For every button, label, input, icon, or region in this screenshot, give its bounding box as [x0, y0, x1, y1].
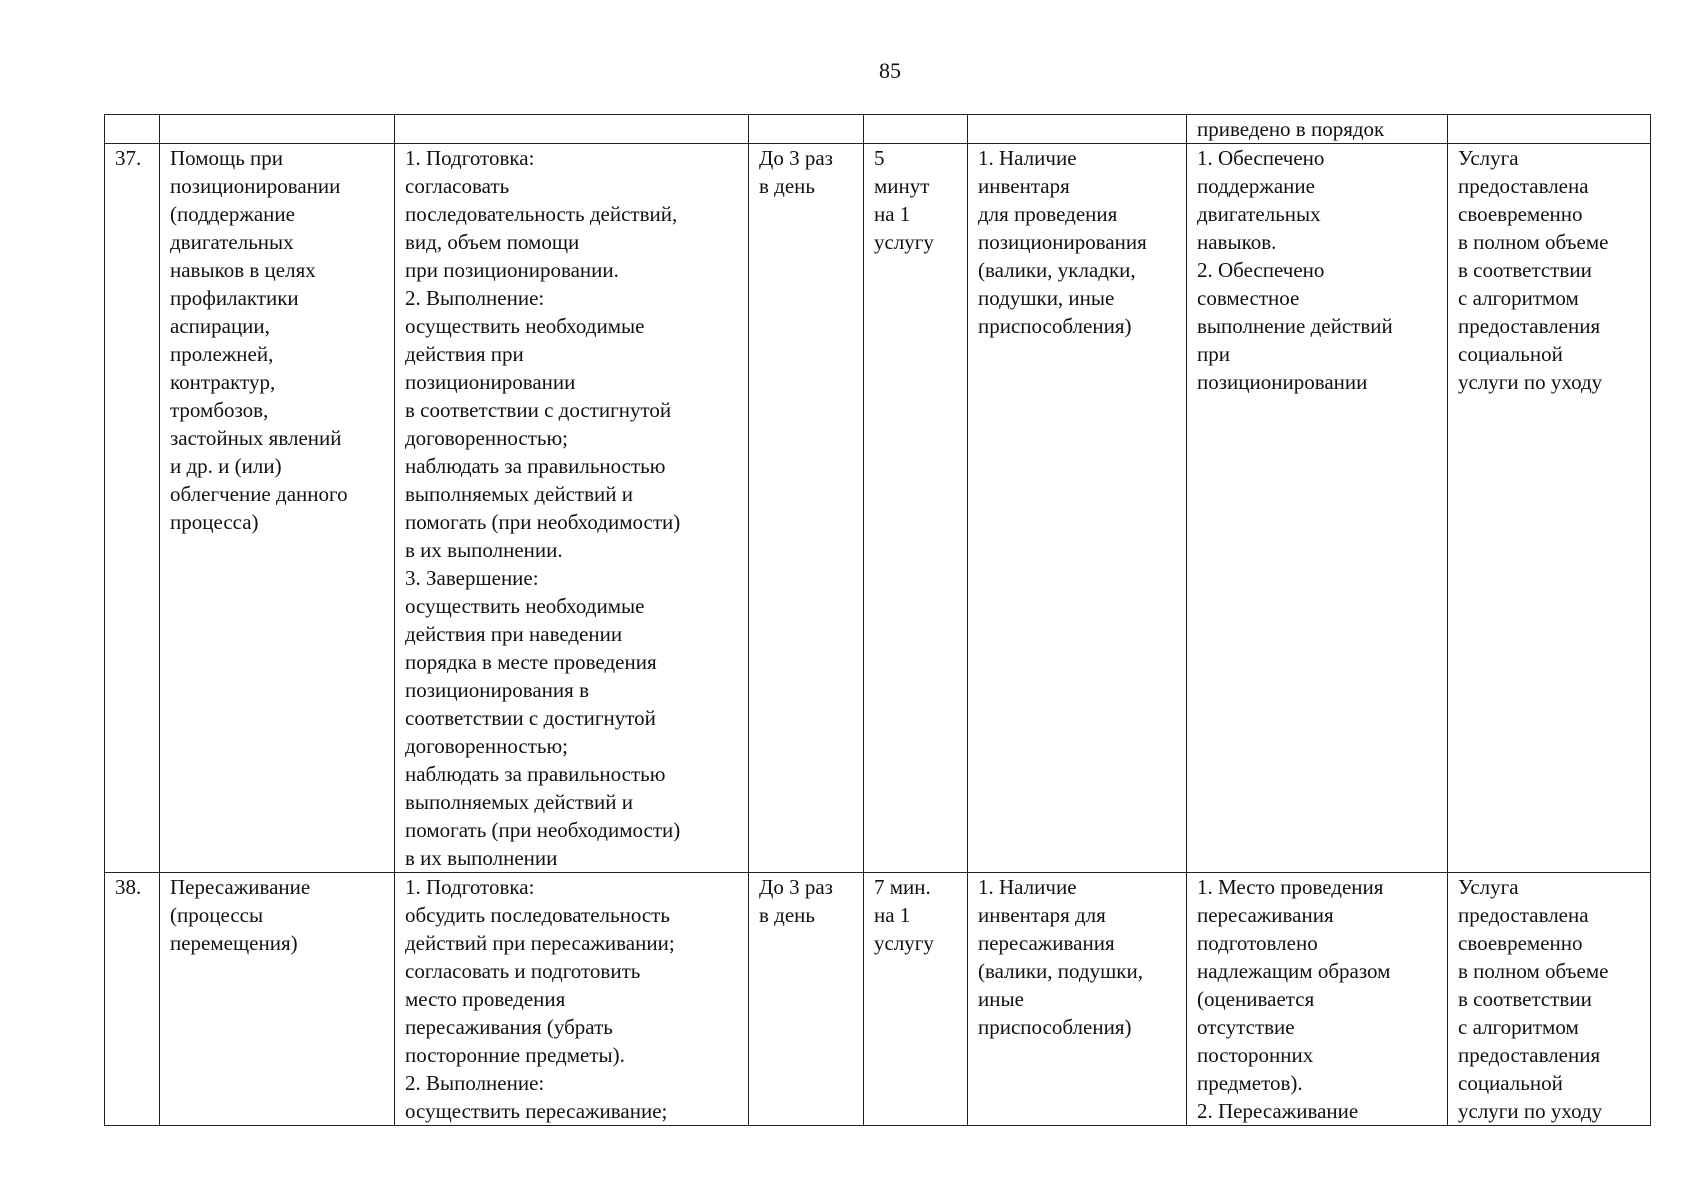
cell-num: [105, 115, 160, 144]
cell-frequency: [749, 144, 864, 873]
continuation-row: [105, 115, 1651, 144]
cell-line: поддержание: [1197, 174, 1315, 198]
cell-line: надлежащим образом: [1197, 959, 1391, 983]
cell-line: предоставлена: [1458, 174, 1589, 198]
cell-line: согласовать и подготовить: [405, 959, 641, 983]
cell-line: в их выполнении: [405, 846, 558, 870]
cell-line: действия при: [405, 342, 524, 366]
cell-results: [1187, 873, 1448, 1126]
cell-line: 1. Место проведения: [1197, 875, 1384, 899]
cell-line: выполнение действий: [1197, 314, 1393, 338]
cell-line: при: [1197, 342, 1230, 366]
cell-line: социальной: [1458, 342, 1563, 366]
cell-num: [105, 144, 160, 873]
cell-line: приспособления): [978, 314, 1132, 338]
cell-line: инвентаря: [978, 174, 1070, 198]
cell-line: предметов).: [1197, 1071, 1303, 1095]
cell-line: подушки, иные: [978, 286, 1115, 310]
cell-line: (валики, укладки,: [978, 258, 1136, 282]
cell-name: [160, 115, 395, 144]
cell-line: двигательных: [170, 230, 294, 254]
cell-line: в полном объеме: [1458, 959, 1609, 983]
cell-line: предоставления: [1458, 1043, 1601, 1067]
cell-line: для проведения: [978, 202, 1118, 226]
cell-line: порядка в месте проведения: [405, 650, 657, 674]
cell-line: отсутствие: [1197, 1015, 1295, 1039]
cell-line: на 1: [874, 903, 911, 927]
cell-line: 2. Пересаживание: [1197, 1099, 1359, 1123]
cell-line: в соответствии с достигнутой: [405, 398, 672, 422]
cell-conditions: [968, 115, 1187, 144]
cell-line: 5: [874, 146, 885, 170]
cell-line: договоренностью;: [405, 734, 568, 758]
cell-line: совместное: [1197, 286, 1300, 310]
cell-line: 3. Завершение:: [405, 566, 539, 590]
cell-line: Пересаживание: [170, 875, 311, 899]
cell-line: 2. Выполнение:: [405, 1071, 545, 1095]
cell-line: действий при пересаживании;: [405, 931, 675, 955]
cell-line: и др. и (или): [170, 454, 282, 478]
cell-line: посторонних: [1197, 1043, 1314, 1067]
cell-name: [160, 873, 395, 1126]
services-table: [104, 114, 1651, 1126]
cell-line: при позиционировании.: [405, 258, 619, 282]
cell-line: навыков в целях: [170, 258, 316, 282]
cell-line: тромбозов,: [170, 398, 269, 422]
cell-line: 7 мин.: [874, 875, 931, 899]
cell-line: с алгоритмом: [1458, 286, 1579, 310]
cell-line: договоренностью;: [405, 426, 568, 450]
cell-line: (процессы: [170, 903, 264, 927]
cell-line: аспирации,: [170, 314, 270, 338]
cell-line: осуществить необходимые: [405, 314, 645, 338]
cell-line: процесса): [170, 510, 259, 534]
cell-line: позиционировании: [405, 370, 576, 394]
cell-procedure: [395, 144, 749, 873]
cell-line: приведено в порядок: [1197, 117, 1385, 141]
cell-line: услуги по уходу: [1458, 370, 1603, 394]
cell-quality: [1448, 115, 1651, 144]
cell-line: Помощь при: [170, 146, 284, 170]
cell-line: позиционирования: [978, 230, 1147, 254]
cell-line: перемещения): [170, 931, 298, 955]
cell-results: [1187, 144, 1448, 873]
cell-line: в соответствии: [1458, 987, 1592, 1011]
cell-line: профилактики: [170, 286, 299, 310]
cell-line: иные: [978, 987, 1024, 1011]
cell-line: услугу: [874, 230, 934, 254]
cell-line: место проведения: [405, 987, 566, 1011]
cell-line: выполняемых действий и: [405, 790, 633, 814]
cell-line: своевременно: [1458, 202, 1583, 226]
cell-line: (поддержание: [170, 202, 295, 226]
cell-line: согласовать: [405, 174, 510, 198]
cell-line: 38.: [115, 875, 142, 899]
cell-line: обсудить последовательность: [405, 903, 670, 927]
cell-line: До 3 раз: [759, 875, 833, 899]
cell-line: в соответствии: [1458, 258, 1592, 282]
cell-line: двигательных: [1197, 202, 1321, 226]
cell-line: навыков.: [1197, 230, 1277, 254]
cell-line: пересаживания (убрать: [405, 1015, 613, 1039]
cell-line: 2. Обеспечено: [1197, 258, 1325, 282]
cell-line: пересаживания: [978, 931, 1115, 955]
cell-line: (оценивается: [1197, 987, 1315, 1011]
cell-quality: [1448, 873, 1651, 1126]
cell-line: 2. Выполнение:: [405, 286, 545, 310]
cell-line: инвентаря для: [978, 903, 1106, 927]
cell-line: услуги по уходу: [1458, 1099, 1603, 1123]
cell-line: вид, объем помощи: [405, 230, 580, 254]
cell-procedure: [395, 115, 749, 144]
cell-line: 1. Обеспечено: [1197, 146, 1325, 170]
cell-line: пролежней,: [170, 342, 274, 366]
cell-line: с алгоритмом: [1458, 1015, 1579, 1039]
cell-frequency: [749, 115, 864, 144]
cell-name: [160, 144, 395, 873]
cell-line: 37.: [115, 146, 142, 170]
cell-line: позиционировании: [1197, 370, 1368, 394]
cell-line: в день: [759, 903, 815, 927]
table-row: [105, 144, 1651, 873]
cell-line: позиционировании: [170, 174, 341, 198]
cell-line: предоставления: [1458, 314, 1601, 338]
cell-time: [864, 115, 968, 144]
cell-line: контрактур,: [170, 370, 276, 394]
cell-line: (валики, подушки,: [978, 959, 1143, 983]
cell-line: выполняемых действий и: [405, 482, 633, 506]
cell-num: [105, 873, 160, 1126]
cell-line: Услуга: [1458, 875, 1519, 899]
cell-line: До 3 раз: [759, 146, 833, 170]
cell-line: 1. Наличие: [978, 146, 1077, 170]
cell-quality: [1448, 144, 1651, 873]
cell-line: услугу: [874, 931, 934, 955]
cell-line: минут: [874, 174, 930, 198]
cell-conditions: [968, 144, 1187, 873]
cell-results: [1187, 115, 1448, 144]
cell-line: осуществить пересаживание;: [405, 1099, 668, 1123]
cell-conditions: [968, 873, 1187, 1126]
table-row: [105, 873, 1651, 1126]
cell-line: пересаживания: [1197, 903, 1334, 927]
cell-line: предоставлена: [1458, 903, 1589, 927]
cell-line: помогать (при необходимости): [405, 818, 681, 842]
cell-line: соответствии с достигнутой: [405, 706, 656, 730]
cell-line: наблюдать за правильностью: [405, 454, 666, 478]
cell-frequency: [749, 873, 864, 1126]
cell-line: в их выполнении.: [405, 538, 563, 562]
cell-line: приспособления): [978, 1015, 1132, 1039]
cell-line: в полном объеме: [1458, 230, 1609, 254]
cell-time: [864, 873, 968, 1126]
cell-line: последовательность действий,: [405, 202, 678, 226]
cell-line: социальной: [1458, 1071, 1563, 1095]
cell-time: [864, 144, 968, 873]
cell-line: 1. Наличие: [978, 875, 1077, 899]
cell-line: посторонние предметы).: [405, 1043, 625, 1067]
cell-line: наблюдать за правильностью: [405, 762, 666, 786]
cell-line: 1. Подготовка:: [405, 875, 535, 899]
cell-line: осуществить необходимые: [405, 594, 645, 618]
cell-line: на 1: [874, 202, 911, 226]
cell-line: Услуга: [1458, 146, 1519, 170]
cell-line: своевременно: [1458, 931, 1583, 955]
cell-line: помогать (при необходимости): [405, 510, 681, 534]
cell-line: подготовлено: [1197, 931, 1318, 955]
cell-line: облегчение данного: [170, 482, 348, 506]
cell-line: действия при наведении: [405, 622, 623, 646]
cell-line: позиционирования в: [405, 678, 589, 702]
cell-line: застойных явлений: [170, 426, 342, 450]
page-number: 85: [879, 58, 901, 83]
cell-procedure: [395, 873, 749, 1126]
cell-line: 1. Подготовка:: [405, 146, 535, 170]
cell-line: в день: [759, 174, 815, 198]
